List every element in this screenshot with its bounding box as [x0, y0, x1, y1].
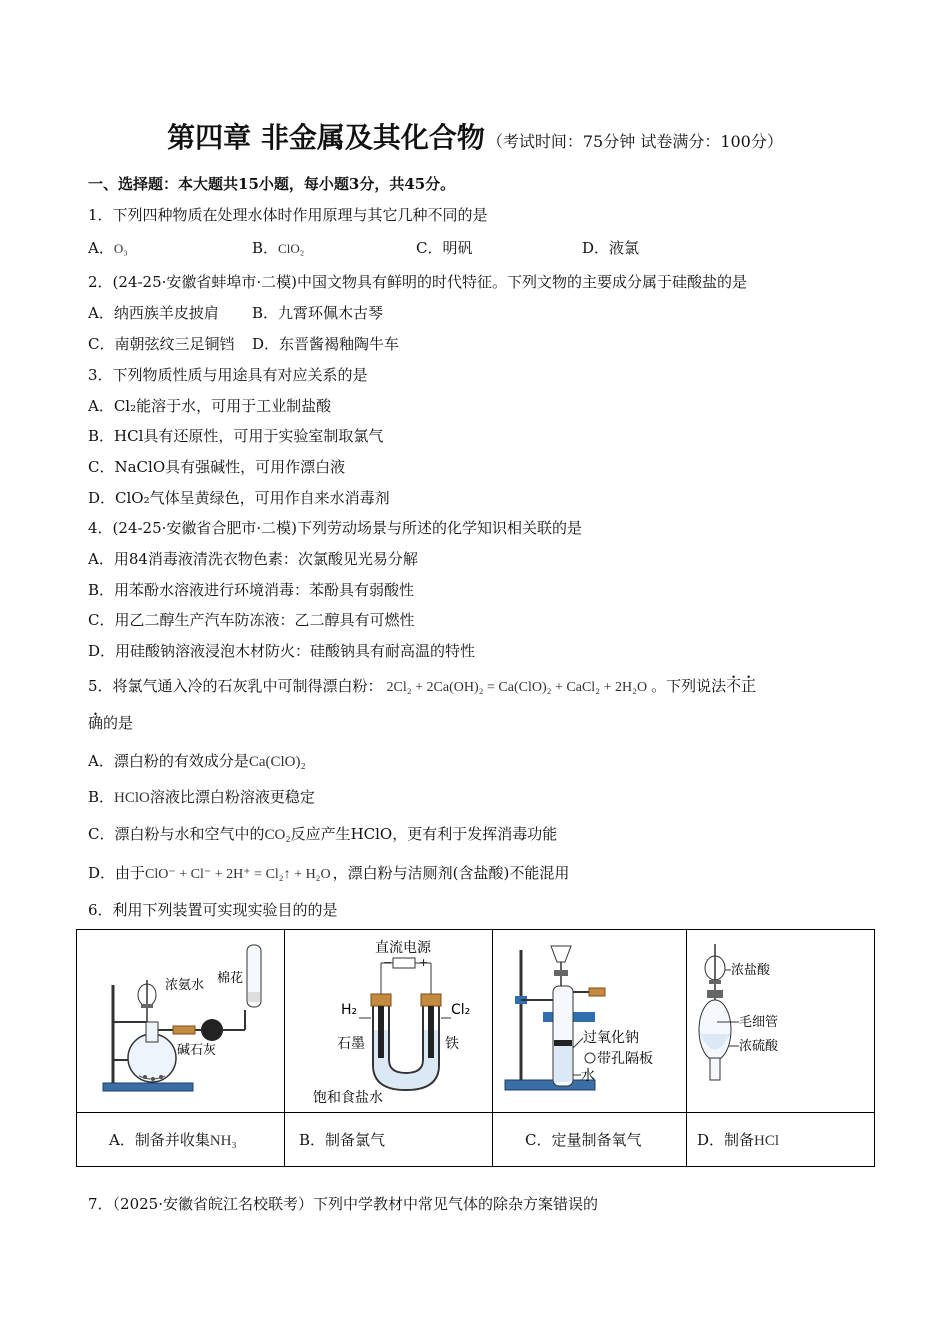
q4-option-c: C．用乙二醇生产汽车防冻液：乙二醇具有可燃性: [88, 611, 415, 629]
apparatus-d: [687, 930, 875, 1113]
q1-option-b: B．ClO₂: [252, 239, 305, 257]
label-sodium-peroxide: 过氧化钠: [583, 1030, 639, 1046]
q3-option-a: A．Cl₂能溶于水，可用于工业制盐酸: [88, 397, 332, 415]
q2-option-d: D．东晋酱褐釉陶牛车: [252, 335, 400, 353]
q4-stem: 4．(24-25·安徽省合肥市·二模)下列劳动场景与所述的化学知识相关联的是: [88, 519, 583, 537]
q5-equation: 2Cl₂ + 2Ca(OH)₂ = Ca(ClO)₂ + CaCl₂ + 2H₂O: [386, 680, 648, 695]
q5-option-d: D．由于ClO⁻ + Cl⁻ + 2H⁺ = Cl₂↑ + H₂O ，漂白粉与洁厕剂(含盐酸)不能混用: [88, 864, 570, 882]
emphasis-not: 不: [726, 677, 742, 695]
label-water: 水: [581, 1068, 595, 1084]
label-h2: H₂: [341, 1002, 358, 1018]
section-heading: 一、选择题：本大题共15小题，每小题3分，共45分。: [88, 175, 456, 193]
q3-option-b: B．HCl具有还原性，可用于实验室制取氯气: [88, 427, 384, 445]
q4-option-d: D．用硅酸钠溶液浸泡木材防火：硅酸钠具有耐高温的特性: [88, 642, 476, 660]
apparatus-table: [76, 929, 875, 1167]
apparatus-a: [77, 930, 285, 1113]
label-cotton: 棉花: [217, 971, 244, 986]
emphasis-correct-2: 确: [88, 714, 104, 732]
label-conc-hcl: 浓盐酸: [731, 963, 771, 978]
apparatus-c: [493, 930, 687, 1113]
label-capillary: 毛细管: [739, 1015, 779, 1030]
label-conc-h2so4: 浓硫酸: [739, 1039, 779, 1054]
emphasis-correct-1: 正: [741, 677, 757, 695]
label-ammonia-water: 浓氨水: [165, 978, 205, 993]
chapter-title: 第四章 非金属及其化合物: [167, 121, 485, 154]
q5-option-c: C．漂白粉与水和空气中的CO₂反应产生HClO，更有利于发挥消毒功能: [88, 825, 558, 843]
q7-stem: 7．（2025·安徽省皖江名校联考）下列中学教材中常见气体的除杂方案错误的: [88, 1195, 598, 1213]
q2-option-c: C．南朝弦纹三足铜铛: [88, 335, 235, 353]
caption-a: A．制备并收集NH₃: [77, 1113, 285, 1167]
exam-info: （考试时间：75分钟 试卷满分：100分）: [486, 132, 783, 151]
label-cl2: Cl₂: [451, 1002, 471, 1018]
q3-option-c: C．NaClO具有强碱性，可用作漂白液: [88, 458, 346, 476]
label-dc-power: 直流电源: [375, 940, 431, 956]
apparatus-b: [285, 930, 493, 1113]
label-iron: 铁: [445, 1036, 459, 1052]
q5-option-b: B．HClO溶液比漂白粉溶液更稳定: [88, 788, 315, 806]
caption-d: D．制备HCl: [687, 1113, 875, 1167]
q6-stem: 6．利用下列装置可实现实验目的的是: [88, 901, 338, 919]
caption-c: C．定量制备氧气: [493, 1113, 687, 1167]
q3-stem: 3．下列物质性质与用途具有对应关系的是: [88, 366, 368, 384]
page-title: [0, 116, 950, 156]
q2-option-a: A．纳西族羊皮披肩: [88, 304, 219, 322]
q4-option-b: B．用苯酚水溶液进行环境消毒：苯酚具有弱酸性: [88, 581, 415, 599]
label-graphite: 石墨: [337, 1036, 365, 1052]
q1-stem: 1．下列四种物质在处理水体时作用原理与其它几种不同的是: [88, 206, 488, 224]
q2-option-b: B．九霄环佩木古琴: [252, 304, 384, 322]
q1-option-c: C．明矾: [416, 239, 473, 257]
label-perforated-plate: 带孔隔板: [597, 1051, 653, 1067]
q1-option-d: D．液氯: [582, 239, 640, 257]
q3-option-d: D．ClO₂气体呈黄绿色，可用作自来水消毒剂: [88, 489, 390, 507]
q5-stem: 5．将氯气通入冷的石灰乳中可制得漂白粉： 2Cl₂ + 2Ca(OH)₂ = Ca(ClO)₂ + CaCl₂ + 2H₂O 。下列说法不正: [88, 677, 757, 695]
label-soda-lime: 碱石灰: [177, 1043, 217, 1058]
q4-option-a: A．用84消毒液清洗衣物色素：次氯酸见光易分解: [88, 550, 418, 568]
q5-option-a: A．漂白粉的有效成分是Ca(ClO)₂: [88, 752, 306, 770]
q2-stem: 2．(24-25·安徽省蚌埠市·二模)中国文物具有鲜明的时代特征。下列文物的主要成分属于硅酸盐的是: [88, 273, 748, 291]
label-brine: 饱和食盐水: [313, 1090, 383, 1106]
q1-option-a: A．O₃: [88, 239, 128, 257]
label-minus: −: [383, 956, 393, 969]
caption-b: B．制备氯气: [285, 1113, 493, 1167]
q5-stem-cont: 确的是: [88, 714, 134, 732]
label-plus: +: [419, 956, 429, 969]
